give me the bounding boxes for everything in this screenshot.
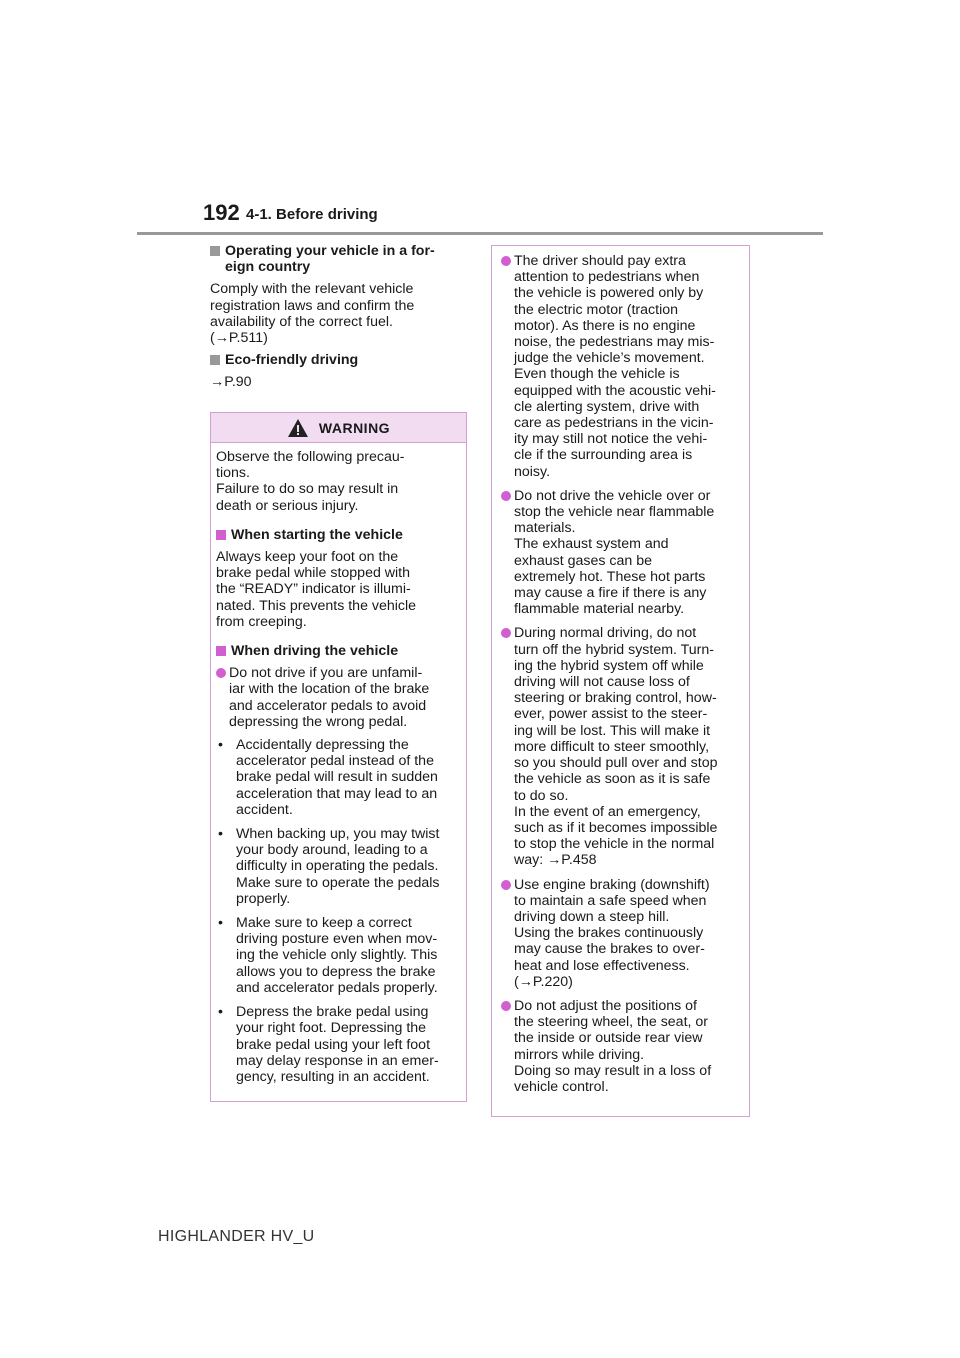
page-number: 192 (203, 200, 240, 225)
round-bullet-icon (501, 491, 511, 501)
warning-triangle-icon (287, 418, 309, 438)
paragraph-eco-driving: →P.90 (210, 374, 252, 391)
sub-list-item (216, 1004, 461, 1085)
round-bullet-icon (501, 1001, 511, 1011)
warning-label: WARNING (318, 419, 391, 436)
heading-eco-driving (210, 352, 469, 368)
paragraph-foreign-country: Comply with the relevant vehicle registration laws and confirm the availability of the correct fuel. (→P.511) (210, 281, 415, 347)
sub-bullet-marker: • (218, 737, 223, 754)
warning-body (211, 443, 466, 1085)
sub-bullet-marker: • (218, 826, 223, 843)
sub-bullet-text: Accidentally depressing the accelerator pedal instead of the brake pedal will result in sudden acceleration that may lead to an accident. (236, 737, 438, 818)
list-item (216, 665, 461, 730)
paragraph-starting-vehicle: Always keep your foot on the brake pedal while stopped with the “READY” indicator is illumi- nated. This prevents the vehicle from creeping. (216, 549, 417, 630)
bullet-text: During normal driving, do not turn off the hybrid system. Turn- ing the hybrid system off while driving will not cause loss of steering or braking control, how- ever, power assist to the steer- ing will be lost. This will make it more difficult to steer smoothly, so you should pull over and stop the vehicle as soon as it is safe to do so. In the event of an emergency, such as if it becomes impossible to stop the vehicle in the normal way: →P.458 (514, 625, 718, 869)
square-bullet-icon (216, 646, 226, 656)
list-item (501, 625, 743, 868)
sub-bullet-marker: • (218, 1004, 223, 1021)
list-item (501, 488, 743, 618)
square-bullet-icon (210, 246, 220, 256)
warning-intro: Observe the following precau- tions. Failure to do so may result in death or serious injury. (216, 449, 405, 514)
sub-list-item (216, 737, 461, 818)
square-bullet-icon (210, 355, 220, 365)
round-bullet-icon (501, 256, 511, 266)
round-bullet-icon (501, 880, 511, 890)
bullet-text: Use engine braking (downshift) to maintain a safe speed when driving down a steep hill. Using the brakes continuously may cause the brakes to over- heat and lose effectiveness. (→P.220) (514, 876, 710, 990)
section-title: 4-1. Before driving (246, 206, 378, 223)
heading-driving-vehicle (216, 643, 461, 659)
bullet-text: The driver should pay extra attention to pedestrians when the vehicle is powered only by the electric motor (traction motor). As there is no engine noise, the pedestrians may mis- judge the vehicle’s movement. Even though the vehicle is equipped with the acoustic vehi- cle alerting system, drive with care as pedestrians in the vicin- ity may still not notice the vehi- cle if the surrounding area is noisy. (514, 253, 716, 480)
heading-foreign-country (210, 243, 469, 275)
heading-text: Eco-friendly driving (225, 352, 359, 369)
footer-model-name: HIGHLANDER HV_U (158, 1228, 315, 1245)
heading-text: When driving the vehicle (231, 643, 399, 660)
sub-bullet-text: When backing up, you may twist your body around, leading to a difficulty in operating the pedals. Make sure to operate the pedals properly. (236, 826, 440, 907)
list-item (501, 877, 743, 990)
list-item (501, 998, 743, 1095)
square-bullet-icon (216, 530, 226, 540)
header-rule (137, 232, 823, 235)
warning-header (211, 413, 466, 443)
warning-box (210, 412, 467, 1102)
round-bullet-icon (501, 628, 511, 638)
bullet-text: Do not adjust the positions of the steering wheel, the seat, or the inside or outside rear view mirrors while driving. Doing so may result in a loss of vehicle control. (514, 997, 712, 1095)
left-column (210, 243, 469, 397)
bullet-text: Do not drive if you are unfamil- iar with the location of the brake and accelerator pedals to avoid depressing the wrong pedal. (229, 665, 430, 730)
sub-bullet-marker: • (218, 915, 223, 932)
round-bullet-icon (216, 668, 226, 678)
list-item (501, 253, 743, 480)
bullet-text: Do not drive the vehicle over or stop the vehicle near flammable materials. The exhaust system and exhaust gases can be extremely hot. These hot parts may cause a fire if there is any flammable material nearby. (514, 487, 715, 618)
heading-starting-vehicle (216, 527, 461, 543)
sub-bullet-text: Make sure to keep a correct driving posture even when mov- ing the vehicle only slightly. This allows you to depress the brake and accelerator pedals properly. (236, 915, 438, 996)
sub-list-item (216, 826, 461, 907)
warning-continued-box (491, 245, 750, 1117)
heading-text: Operating your vehicle in a for- eign country (225, 243, 435, 276)
sub-bullet-text: Depress the brake pedal using your right foot. Depressing the brake pedal using your left foot may delay response in an emer- gency, resulting in an accident. (236, 1004, 439, 1085)
sub-list-item (216, 915, 461, 996)
heading-text: When starting the vehicle (231, 526, 403, 543)
